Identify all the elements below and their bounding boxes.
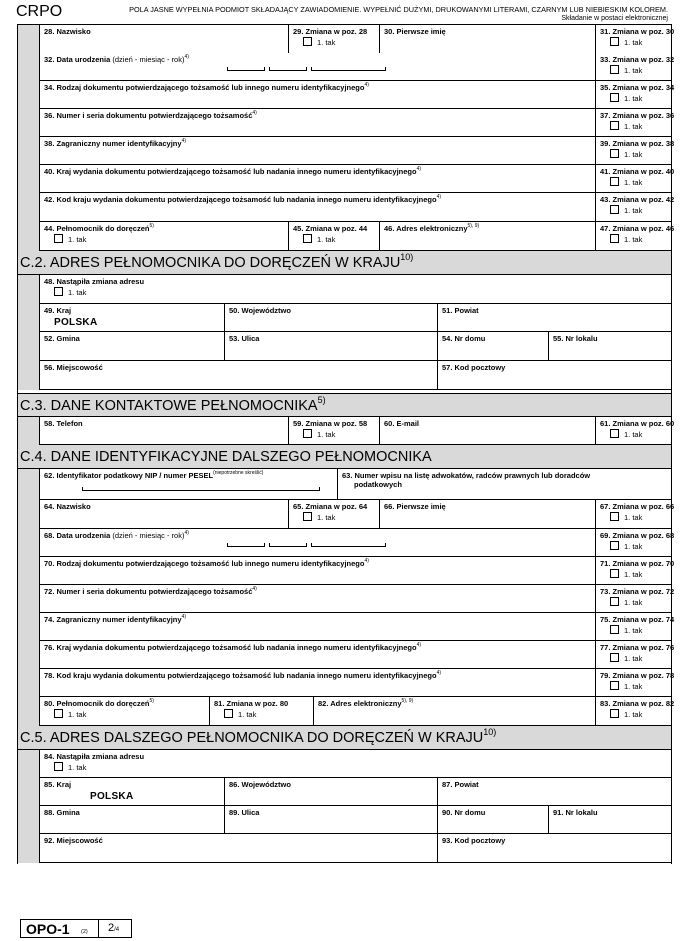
field-66-first-name[interactable]: 66. Pierwsze imię [379,500,595,529]
field-58-phone[interactable]: 58. Telefon [39,417,288,445]
checkbox-75[interactable] [610,625,619,634]
checkbox-31[interactable] [610,37,619,46]
field-44-delivery-proxy[interactable]: 44. Pełnomocnik do doręczeń$^{5)}$ 1. tak [39,222,288,251]
field-70-document-type[interactable]: 70. Rodzaj dokumentu potwierdzającego tożsamość lub innego numeru identyfikacyjnego$^{4)}$ [39,557,595,585]
electronic-filing-note: Składanie w postaci elektronicznej [561,15,668,22]
checkbox-81[interactable] [224,709,233,718]
form-page [17,24,675,864]
field-83-change[interactable]: 83. Zmiana w poz. 82 1. tak [595,697,671,726]
field-76-issuing-country[interactable]: 76. Kraj wydania dokumentu potwierdzającego tożsamość lub nadania innego numeru identyfikacyjnego$^{4)}$ [39,641,595,669]
fill-instructions: POLA JASNE WYPEŁNIA PODMIOT SKŁADAJĄCY ZAWIADOMIENIE. WYPEŁNIĆ DUŻYMI, DRUKOWANYMI LITERAMI, CZARNYM LUB NIEBIESKIM KOLOREM. [129,5,668,14]
field-78-country-code[interactable]: 78. Kod kraju wydania dokumentu potwierdzającego tożsamość lub nadania innego numeru identyfikacyjnego$^{4)}$ [39,669,595,697]
field-65-change[interactable]: 65. Zmiana w poz. 64 1. tak [288,500,379,529]
section-c5-title: C.5. ADRES DALSZEGO PEŁNOMOCNIKA DO DORĘCZEŃ W KRAJU$^{10)}$ [18,726,671,750]
field-35-change[interactable]: 35. Zmiana w poz. 34 1. tak [595,81,671,109]
field-87-district[interactable]: 87. Powiat [437,778,671,806]
checkbox-79[interactable] [610,681,619,690]
field-88-commune[interactable]: 88. Gmina [39,806,224,834]
field-41-change[interactable]: 41. Zmiana w poz. 40 1. tak [595,165,671,193]
field-72-document-number[interactable]: 72. Numer i seria dokumentu potwierdzającego tożsamość$^{4)}$ [39,585,595,613]
field-79-change[interactable]: 79. Zmiana w poz. 78 1. tak [595,669,671,697]
field-91-apartment-number[interactable]: 91. Nr lokalu [548,806,671,834]
checkbox-43[interactable] [610,205,619,214]
field-61-change[interactable]: 61. Zmiana w poz. 60 1. tak [595,417,671,445]
checkbox-47[interactable] [610,234,619,243]
checkbox-37[interactable] [610,121,619,130]
checkbox-84[interactable] [54,762,63,771]
field-48-address-changed[interactable]: 48. Nastąpiła zmiana adresu 1. tak [39,275,671,304]
field-55-apartment-number[interactable]: 55. Nr lokalu [548,332,671,361]
footer-page-number: 2/4 [108,922,120,934]
field-59-change[interactable]: 59. Zmiana w poz. 58 1. tak [288,417,379,445]
section-c4-title: C.4. DANE IDENTYFIKACYJNE DALSZEGO PEŁNOMOCNIKA [18,445,671,469]
field-80-delivery-proxy[interactable]: 80. Pełnomocnik do doręczeń$^{5)}$ 1. tak [39,697,209,726]
field-64-surname[interactable]: 64. Nazwisko [39,500,288,529]
checkbox-41[interactable] [610,177,619,186]
checkbox-59[interactable] [303,429,312,438]
field-71-change[interactable]: 71. Zmiana w poz. 70 1. tak [595,557,671,585]
field-36-document-number[interactable]: 36. Numer i seria dokumentu potwierdzającego tożsamość$^{4)}$ [39,109,595,137]
field-42-country-code[interactable]: 42. Kod kraju wydania dokumentu potwierdzającego tożsamość lub nadania innego numeru identyfikacyjnego$^{4)}$ [39,193,595,222]
field-93-postal-code[interactable]: 93. Kod pocztowy [437,834,671,863]
field-81-change[interactable]: 81. Zmiana w poz. 80 1. tak [209,697,313,726]
checkbox-39[interactable] [610,149,619,158]
field-31-change[interactable]: 31. Zmiana w poz. 30 1. tak [595,25,671,54]
checkbox-61[interactable] [610,429,619,438]
checkbox-73[interactable] [610,597,619,606]
field-92-city[interactable]: 92. Miejscowość [39,834,437,863]
date-month-line [269,67,307,71]
checkbox-69[interactable] [610,541,619,550]
field-46-electronic-address[interactable]: 46. Adres elektroniczny$^{5), 9)}$ [379,222,595,251]
field-47-change[interactable]: 47. Zmiana w poz. 46 1. tak [595,222,671,251]
row-birth-date [18,53,675,81]
field-73-change[interactable]: 73. Zmiana w poz. 72 1. tak [595,585,671,613]
field-56-city[interactable]: 56. Miejscowość [39,361,437,390]
field-39-change[interactable]: 39. Zmiana w poz. 38 1. tak [595,137,671,165]
footer-form-code: OPO-1 [26,921,70,937]
checkbox-83[interactable] [610,709,619,718]
section-c3-title: C.3. DANE KONTAKTOWE PEŁNOMOCNIKA$^{5)}$ [18,393,671,417]
field-57-postal-code[interactable]: 57. Kod pocztowy [437,361,671,390]
section-c2-title: C.2. ADRES PEŁNOMOCNIKA DO DORĘCZEŃ W KRAJU$^{10)}$ [18,251,671,275]
field-85-country[interactable]: 85. Kraj POLSKA [39,778,224,806]
field-84-address-changed[interactable]: 84. Nastąpiła zmiana adresu 1. tak [39,750,671,778]
footer-form-version: (2) [81,929,88,935]
field-69-change[interactable]: 69. Zmiana w poz. 68 1. tak [595,529,671,557]
field-32-birth-date[interactable]: 32. Data urodzenia (dzień - miesiąc - rok)$^{4)}$ [39,53,595,81]
checkbox-45[interactable] [303,234,312,243]
checkbox-65[interactable] [303,512,312,521]
field-30-first-name[interactable]: 30. Pierwsze imię [379,25,595,54]
field-28-surname[interactable]: 28. Nazwisko [39,25,288,54]
date-year-line [311,67,386,71]
field-60-email[interactable]: 60. E-mail [379,417,595,445]
field-68-birth-date[interactable]: 68. Data urodzenia (dzień - miesiąc - rok)$^{4)}$ [39,529,595,557]
date-day-line [227,67,265,71]
form-header-code: CRPO [16,3,63,20]
field-89-street[interactable]: 89. Ulica [224,806,437,834]
checkbox-29[interactable] [303,37,312,46]
field-77-change[interactable]: 77. Zmiana w poz. 76 1. tak [595,641,671,669]
checkbox-71[interactable] [610,569,619,578]
tax-id-entry-line [82,487,320,491]
date-month-line [269,543,307,547]
checkbox-48[interactable] [54,287,63,296]
field-54-house-number[interactable]: 54. Nr domu [437,332,548,361]
field-38-foreign-id[interactable]: 38. Zagraniczny numer identyfikacyjny$^{4)}$ [39,137,595,165]
row-name [18,24,675,54]
field-33-change[interactable]: 33. Zmiana w poz. 32 1. tak [595,53,671,81]
field-29-change[interactable]: 29. Zmiana w poz. 28 1. tak [288,25,379,54]
field-74-foreign-id[interactable]: 74. Zagraniczny numer identyfikacyjny$^{4)}$ [39,613,595,641]
checkbox-35[interactable] [610,93,619,102]
checkbox-33[interactable] [610,65,619,74]
field-62-tax-id[interactable]: 62. Identyfikator podatkowy NIP / numer $PESEL^{(niepotrzebne skreślić)}$ [39,469,337,500]
checkbox-80[interactable] [54,709,63,718]
field-49-country[interactable]: 49. Kraj POLSKA [39,304,224,332]
field-43-change[interactable]: 43. Zmiana w poz. 42 1. tak [595,193,671,222]
field-53-street[interactable]: 53. Ulica [224,332,437,361]
field-34-document-type[interactable]: 34. Rodzaj dokumentu potwierdzającego tożsamość lub innego numeru identyfikacyjnego$^{4)}$ [39,81,595,109]
field-40-issuing-country[interactable]: 40. Kraj wydania dokumentu potwierdzającego tożsamość lub nadania innego numeru identyfikacyjnego$^{4)}$ [39,165,595,193]
checkbox-44[interactable] [54,234,63,243]
field-52-commune[interactable]: 52. Gmina [39,332,224,361]
field-37-change[interactable]: 37. Zmiana w poz. 36 1. tak [595,109,671,137]
checkbox-67[interactable] [610,512,619,521]
field-67-change[interactable]: 67. Zmiana w poz. 66 1. tak [595,500,671,529]
field-45-change[interactable]: 45. Zmiana w poz. 44 1. tak [288,222,379,251]
field-90-house-number[interactable]: 90. Nr domu [437,806,548,834]
field-51-district[interactable]: 51. Powiat [437,304,671,332]
date-year-line [311,543,386,547]
checkbox-77[interactable] [610,653,619,662]
footer-form-id [20,919,132,938]
field-82-electronic-address[interactable]: 82. Adres elektroniczny$^{5), 9)}$ [313,697,595,726]
date-day-line [227,543,265,547]
field-50-voivodeship[interactable]: 50. Województwo [224,304,437,332]
field-63-register-number[interactable]: 63. Numer wpisu na listę adwokatów, radców prawnych lub doradców podatkowych [337,469,671,500]
form-header-note [128,5,668,23]
field-75-change[interactable]: 75. Zmiana w poz. 74 1. tak [595,613,671,641]
field-86-voivodeship[interactable]: 86. Województwo [224,778,437,806]
